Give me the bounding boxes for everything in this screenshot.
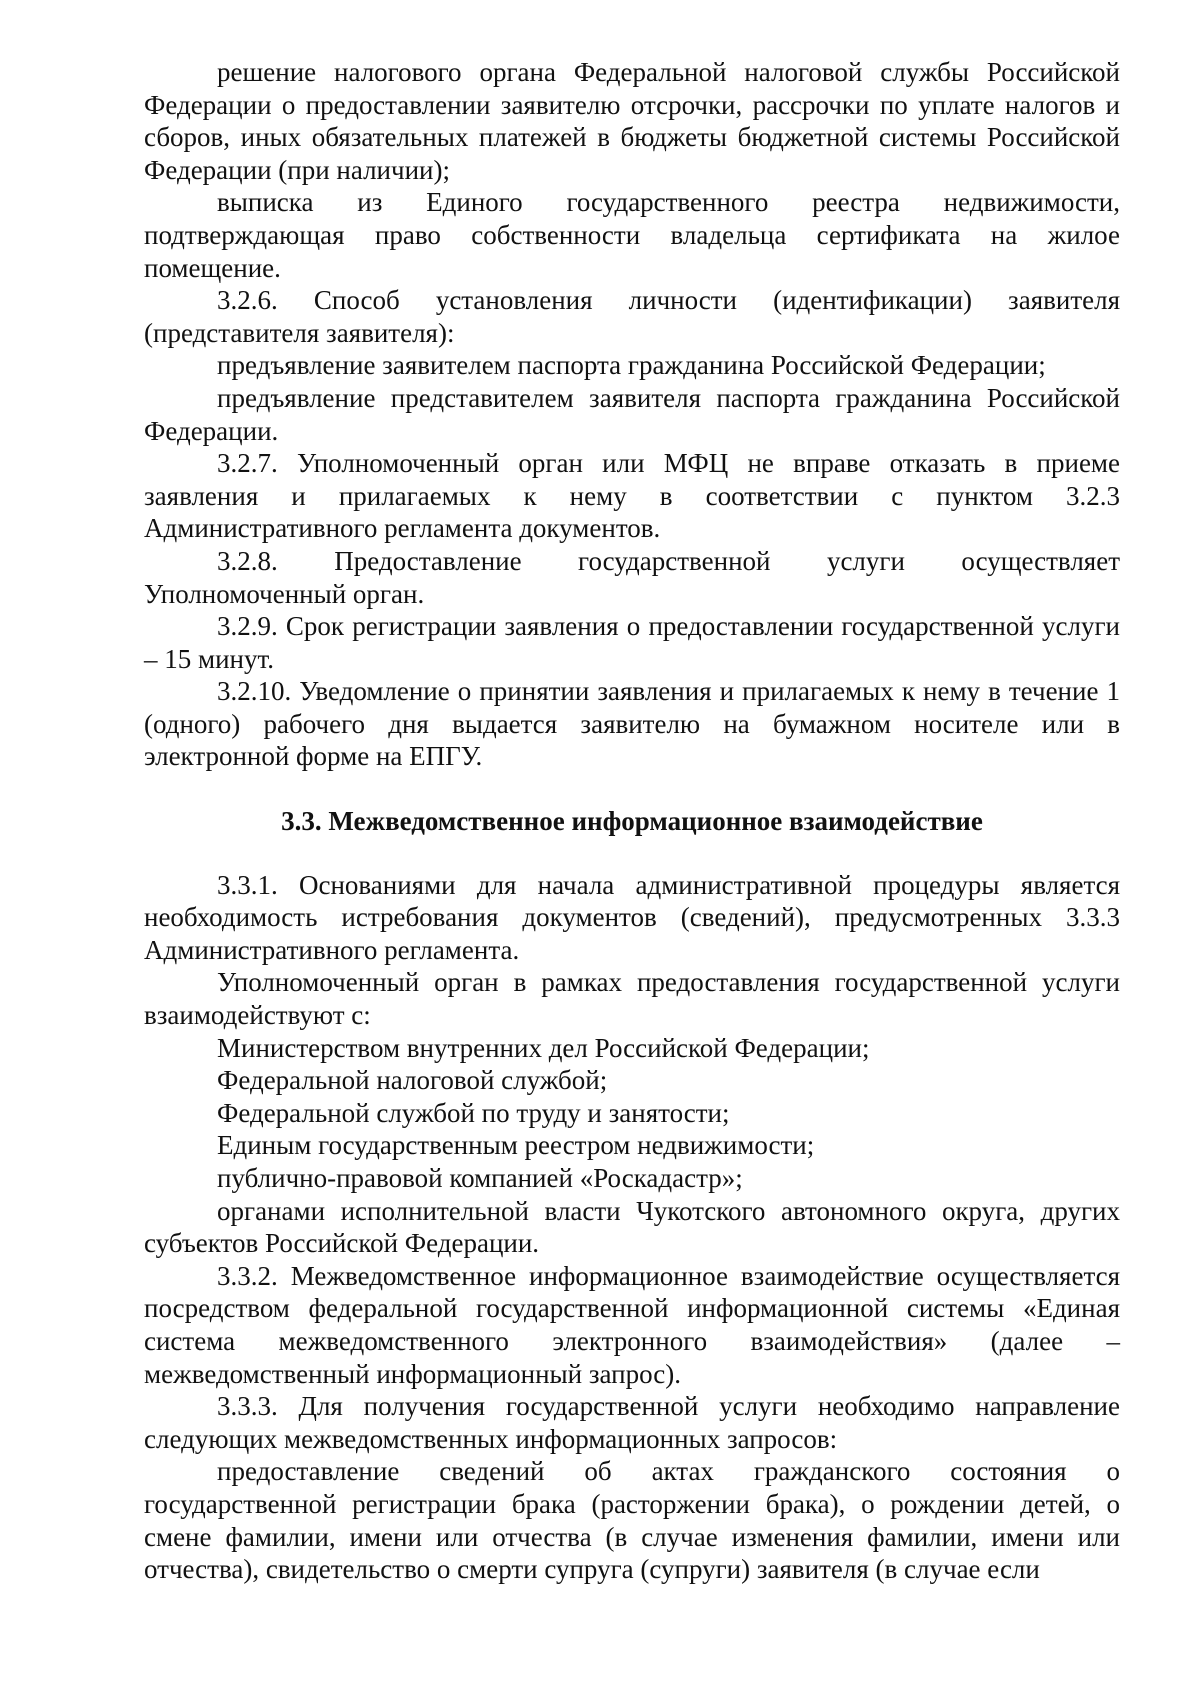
paragraph: Министерством внутренних дел Российской Федерации; xyxy=(217,1032,870,1063)
paragraph: предъявление заявителем паспорта гражданина Российской Федерации; xyxy=(217,350,1046,381)
paragraph: 3.3.1. Основаниями для начала административной процедуры является необходимость истребования документов (сведений), предусмотренных 3.3.3 Административного регламента. xyxy=(144,869,1120,965)
paragraph: 3.2.10. Уведомление о принятии заявления и прилагаемых к нему в течение 1 (одного) рабочего дня выдается заявителю на бумажном носителе или в электронной форме на ЕПГУ. xyxy=(144,676,1120,772)
paragraph: 3.2.8. Предоставление государственной услуги осуществляет Уполномоченный орган. xyxy=(144,545,1120,609)
paragraph: Единым государственным реестром недвижимости; xyxy=(217,1130,815,1161)
paragraph: Федеральной налоговой службой; xyxy=(217,1065,608,1096)
paragraph: 3.2.7. Уполномоченный орган или МФЦ не вправе отказать в приеме заявления и прилагаемых к нему в соответствии с пунктом 3.2.3 Административного регламента документов. xyxy=(144,448,1120,544)
paragraph: органами исполнительной власти Чукотского автономного округа, других субъектов Российской Федерации. xyxy=(144,1195,1120,1259)
section-heading: 3.3. Межведомственное информационное взаимодействие xyxy=(281,806,983,837)
paragraph: Уполномоченный орган в рамках предоставления государственной услуги взаимодействуют с: xyxy=(144,967,1120,1031)
paragraph: решение налогового органа Федеральной налоговой службы Российской Федерации о предоставлении заявителю отсрочки, рассрочки по уплате налогов и сборов, иных обязательных платежей в бюджеты бюджетной системы Российской Федерации (при наличии); xyxy=(144,57,1120,185)
paragraph: 3.2.6. Способ установления личности (идентификации) заявителя (представителя заявителя): xyxy=(144,285,1120,348)
paragraph: 3.3.2. Межведомственное информационное взаимодействие осуществляется посредством федеральной государственной информационной системы «Единая система межведомственного электронного взаимодействия» (далее – межведомственный информационный запрос). xyxy=(144,1260,1120,1389)
paragraph: публично-правовой компанией «Роскадастр»; xyxy=(217,1163,743,1193)
paragraph: Федеральной службой по труду и занятости; xyxy=(217,1097,730,1128)
paragraph: предоставление сведений об актах гражданского состояния о государственной регистрации брака (расторжении брака), о рождении детей, о смене фамилии, имени или отчества (в случае изменения фамилии, имени или отчества), свидетельство о смерти супруга (супруги) заявителя (в случае если xyxy=(144,1456,1120,1585)
document-page xyxy=(144,56,1120,1586)
paragraph: выписка из Единого государственного реестра недвижимости, подтверждающая право собственности владельца сертификата на жилое помещение. xyxy=(144,187,1120,283)
paragraph: 3.2.9. Срок регистрации заявления о предоставлении государственной услуги – 15 минут. xyxy=(144,611,1120,674)
paragraph: 3.3.3. Для получения государственной услуги необходимо направление следующих межведомственных информационных запросов: xyxy=(144,1391,1120,1454)
paragraph: предъявление представителем заявителя паспорта гражданина Российской Федерации. xyxy=(144,382,1120,446)
